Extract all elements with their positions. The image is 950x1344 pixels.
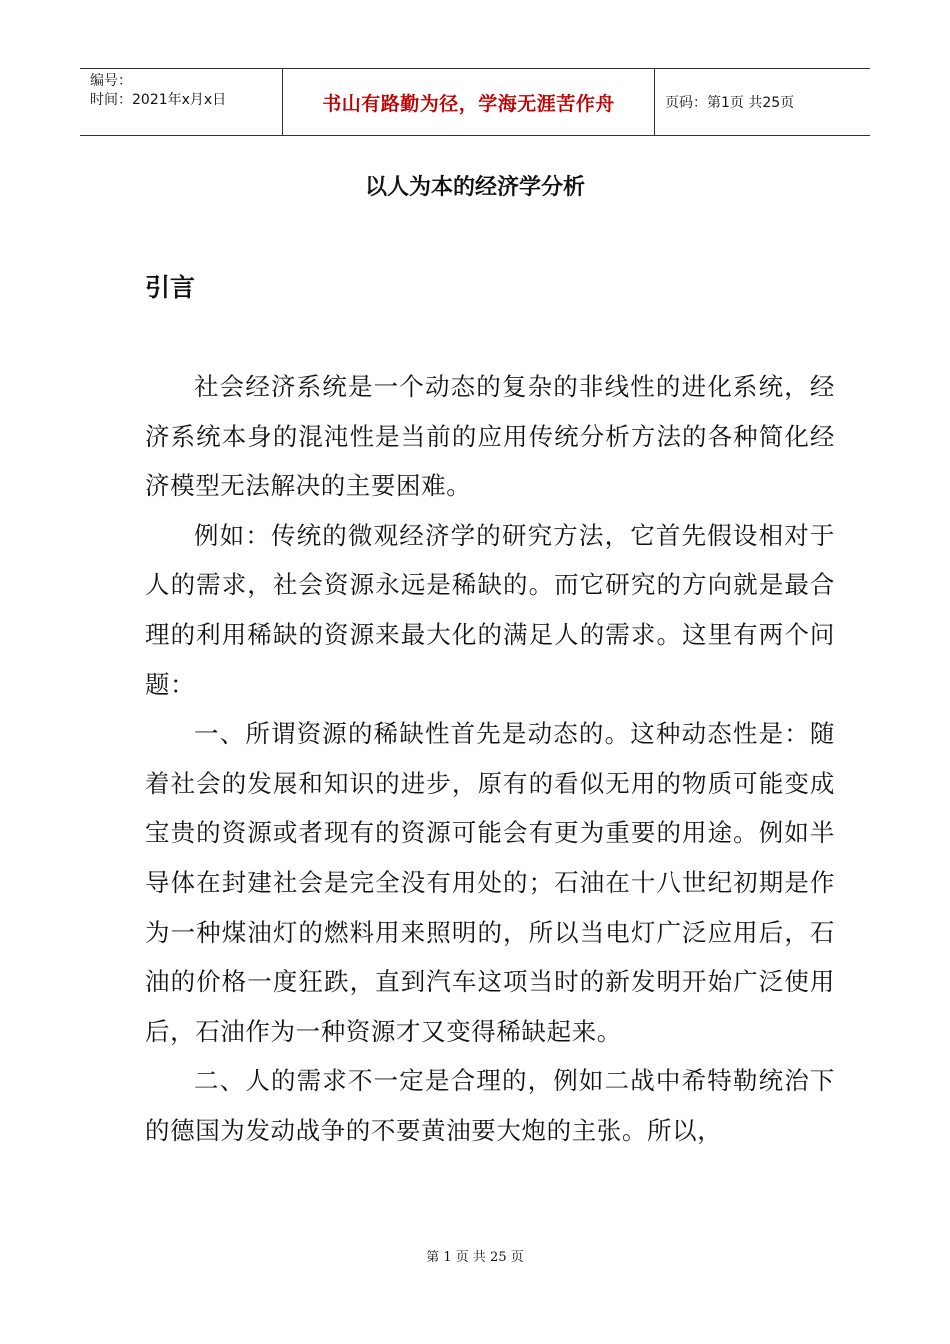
paragraph: 社会经济系统是一个动态的复杂的非线性的进化系统，经济系统本身的混沌性是当前的应用传统分析方法的各种简化经济模型无法解决的主要困难。 — [145, 372, 835, 501]
paragraph: 一、所谓资源的稀缺性首先是动态的。这种动态性是：随着社会的发展和知识的进步，原有的看似无用的物质可能变成宝贵的资源或者现有的资源可能会有更为重要的用途。例如半导体在封建社会是完全没有用处的；石油在十八世纪初期是作为一种煤油灯的燃料用来照明的，所以当电灯广泛应用后，石油的价格一度狂跌，直到汽车这项当时的新发明开始广泛使用后，石油作为一种资源才又变得稀缺起来。 — [145, 719, 835, 1046]
time-label: 时间：2021年x月x日 — [90, 92, 227, 108]
serial-label: 编号： — [90, 73, 132, 89]
paragraph: 例如：传统的微观经济学的研究方法，它首先假设相对于人的需求，社会资源永远是稀缺的。而它研究的方向就是最合理的利用稀缺的资源来最大化的满足人的需求。这里有两个问题： — [145, 520, 835, 699]
header-table — [80, 68, 870, 136]
header-meta-cell — [80, 69, 283, 135]
header-page-cell — [655, 69, 870, 135]
header-motto: 书山有路勤为径，学海无涯苦作舟 — [322, 92, 615, 115]
header-motto-cell — [283, 69, 655, 135]
paragraph: 二、人的需求不一定是合理的，例如二战中希特勒统治下的德国为发动战争的不要黄油要大炮的主张。所以， — [145, 1066, 835, 1145]
section-heading: 引言 — [145, 273, 196, 302]
body-text — [145, 362, 835, 1156]
header-page-info: 页码：第1页 共25页 — [665, 95, 795, 111]
page-footer: 第 1 页 共 25 页 — [426, 1250, 524, 1265]
document-title: 以人为本的经济学分析 — [364, 175, 585, 200]
